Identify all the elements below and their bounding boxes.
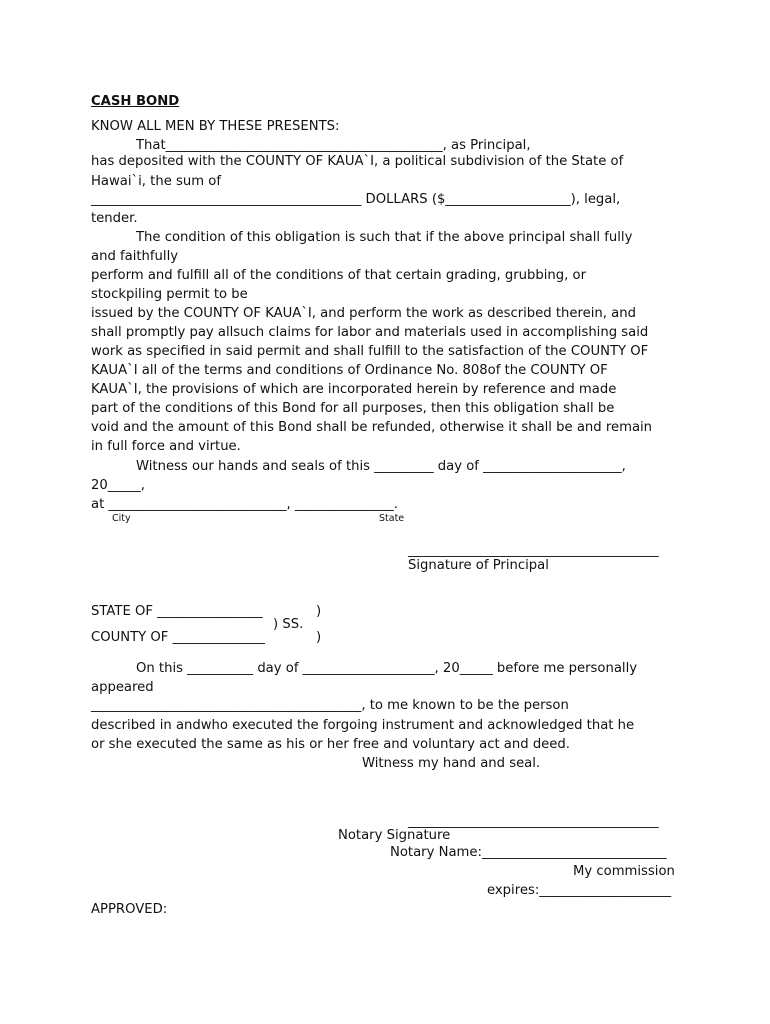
described-line-1: described in andwho executed the forgoing instrument and acknowledged that he [91,718,635,733]
witness-line-1: Witness our hands and seals of this _________ day of _____________________, [136,459,626,474]
notary-name-line: Notary Name:____________________________ [390,845,667,860]
condition-line-1: The condition of this obligation is such that if the above principal shall fully [136,230,633,245]
my-commission-label: My commission [573,864,675,879]
ss-label: ) SS. [273,617,304,632]
at-line: at ___________________________, _______________. [91,497,398,512]
intro-line: KNOW ALL MEN BY THESE PRESENTS: [91,119,340,134]
known-person-line: _________________________________________, to me known to be the person [91,698,569,713]
bracket-2: ) [316,630,322,645]
state-of-line: STATE OF ________________ [91,604,263,619]
tender-line: tender. [91,211,138,226]
condition-line-12: in full force and virtue. [91,439,241,454]
condition-line-6: shall promptly pay allsuch claims for labor and materials used in accomplishing said [91,325,649,340]
condition-line-5: issued by the COUNTY OF KAUA`I, and perform the work as described therein, and [91,306,636,321]
principal-line: That__________________________________________, as Principal, [136,138,531,153]
notary-signature-label: Notary Signature [338,828,451,843]
approved-label: APPROVED: [91,902,168,917]
appeared-line: appeared [91,680,154,695]
deposit-line-1: has deposited with the COUNTY OF KAUA`I, a political subdivision of the State of [91,154,624,169]
deposit-line-2: Hawai`i, the sum of [91,174,221,189]
witness-line-2: 20_____, [91,478,145,493]
witness-hand-line: Witness my hand and seal. [362,756,541,771]
amount-line: _________________________________________ DOLLARS ($___________________), legal, [91,192,621,207]
document-title: CASH BOND [91,94,180,109]
bracket-1: ) [316,604,322,619]
condition-line-3: perform and fulfill all of the conditions of that certain grading, grubbing, or [91,268,587,283]
state-label: State [379,513,405,524]
on-this-line: On this __________ day of ____________________, 20_____ before me personally [136,661,638,676]
condition-line-8: KAUA`I all of the terms and conditions of Ordinance No. 808of the COUNTY OF [91,363,608,378]
county-of-line: COUNTY OF ______________ [91,630,265,645]
expires-line: expires:____________________ [487,883,672,898]
condition-line-11: void and the amount of this Bond shall be refunded, otherwise it shall be and remain [91,420,653,435]
condition-line-2: and faithfully [91,249,179,264]
notary-signature-line: ______________________________________ [408,814,659,829]
condition-line-9: KAUA`I, the provisions of which are incorporated herein by reference and made [91,382,617,397]
condition-line-4: stockpiling permit to be [91,287,248,302]
principal-signature-label: Signature of Principal [408,558,549,573]
principal-signature-line: ______________________________________ [408,543,659,558]
condition-line-7: work as specified in said permit and shall fulfill to the satisfaction of the COUNTY OF [91,344,649,359]
condition-line-10: part of the conditions of this Bond for all purposes, then this obligation shall be [91,401,615,416]
described-line-2: or she executed the same as his or her free and voluntary act and deed. [91,737,570,752]
city-label: City [112,513,131,524]
